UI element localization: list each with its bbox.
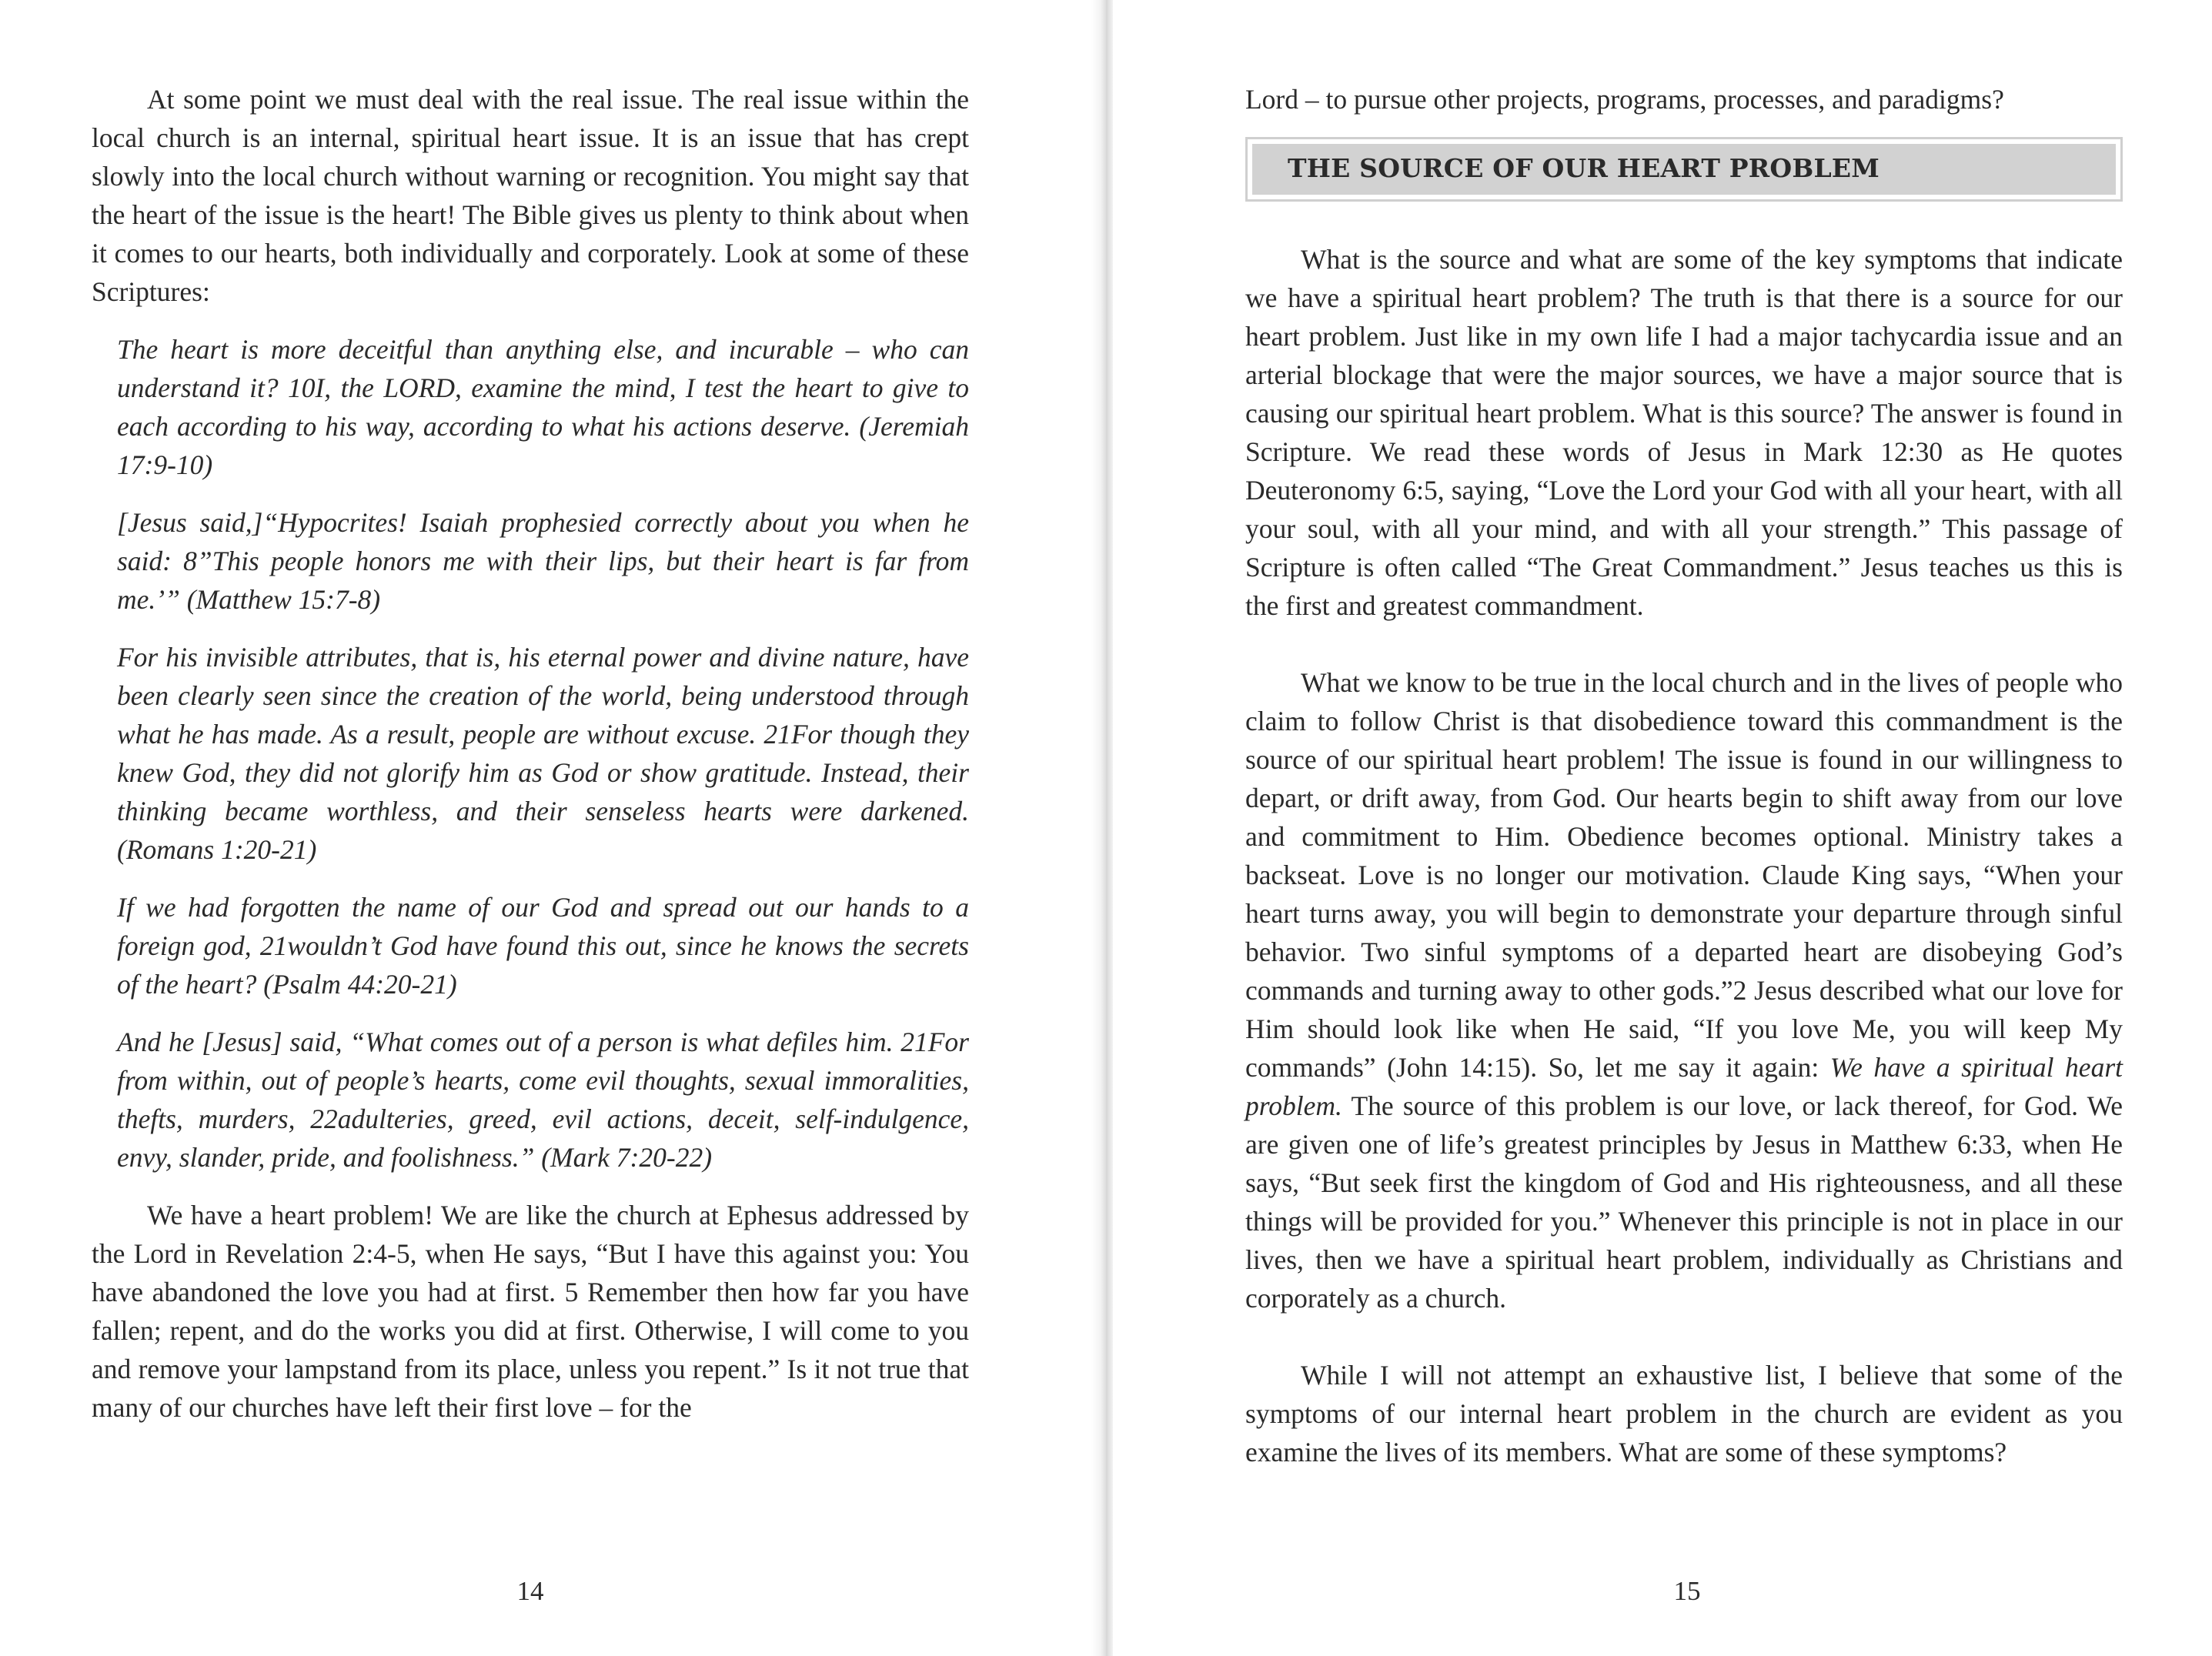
section-heading: THE SOURCE OF OUR HEART PROBLEM	[1252, 144, 2116, 195]
body-paragraph-source: What is the source and what are some of the key symptoms that indicate we have a spiritual heart problem? The truth is that there is a source for our heart problem. Just like in my own life I had a major tachycardia issue and an arterial blockage that were the major sources, we have a major source that is causing our spiritual heart problem. What is this source? The answer is found in Scripture. We read these words of Jesus in Mark 12:30 as He quotes Deuteronomy 6:5, saying, “Love the Lord your God with all your heart, with all your soul, with all your mind, and with all your strength.” This passage of Scripture is often called “The Great Commandment.” Jesus teaches us this is the first and greatest commandment.	[1245, 244, 2123, 621]
emphasis-text: We have a spiritual heart problem.	[1245, 1052, 2123, 1121]
paragraph-text: What we know to be true in the local church and in the lives of people who claim to follow Christ is that disobedience toward this commandment is the source of our spiritual heart problem! The issue is found in our willingness to depart, or drift away, from God. Our hearts begin to shift away from our love and commitment to Him. Obedience becomes optional. Ministry takes a backseat. Love is no longer our motivation. Claude King says, “When your heart turns away, you will begin to demonstrate your departure through sinful behavior. Two sinful symptoms of a departed heart are disobeying God’s commands and turning away to other gods.”2 Jesus described what our love for Him should look like when He said, “If you love Me, you will keep My commands” (John 14:15). So, let me say it again:	[1245, 667, 2123, 1083]
page-number: 15	[1673, 1576, 1701, 1606]
page-number: 14	[516, 1576, 544, 1606]
scripture-quote-mark: And he [Jesus] said, “What comes out of a person is what defiles him. 21For from within, out of people’s hearts, come evil thoughts, sexual immoralities, thefts, murders, 22adulteries, greed, evil actions, deceit, self-indulgence, envy, slander, pride, and foolishness.” (Mark 7:20-22)	[117, 1027, 969, 1173]
body-paragraph-disobedience	[1245, 663, 2123, 1317]
left-page-body	[92, 80, 969, 1427]
right-page	[1113, 0, 2212, 1656]
right-page-body	[1245, 80, 2123, 1471]
paragraph-text: The source of this problem is our love, or lack thereof, for God. We are given one of life’s greatest principles by Jesus in Matthew 6:33, when He says, “But seek first the kingdom of God and His righteousness, and all these things will be provided for you.” Whenever this principle is not in place in our lives, then we have a spiritual heart problem, individually as Christians and corporately as a church.	[1245, 1090, 2123, 1314]
scripture-quote-jeremiah: The heart is more deceitful than anything else, and incurable – who can understand it? 10I, the LORD, examine the mind, I test the heart to give to each according to his way, according to what his actions deserve. (Jeremiah 17:9-10)	[117, 334, 969, 480]
continuation-line: Lord – to pursue other projects, programs, processes, and paradigms?	[1245, 84, 2004, 115]
section-heading-box	[1245, 137, 2123, 202]
scripture-quote-psalm: If we had forgotten the name of our God and spread out our hands to a foreign god, 21wouldn’t God have found this out, since he knows the secrets of the heart? (Psalm 44:20-21)	[117, 892, 969, 1000]
left-page	[0, 0, 1101, 1656]
closing-paragraph: We have a heart problem! We are like the church at Ephesus addressed by the Lord in Revelation 2:4-5, when He says, “But I have this against you: You have abandoned the love you had at first. 5 Remember then how far you have fallen; repent, and do the works you did at first. Otherwise, I will come to you and remove your lampstand from its place, unless you repent.” Is it not true that many of our churches have left their first love – for the	[92, 1200, 969, 1423]
scripture-quote-matthew: [Jesus said,]“Hypocrites! Isaiah prophesied correctly about you when he said: 8”This people honors me with their lips, but their heart is far from me.’” (Matthew 15:7-8)	[117, 507, 969, 615]
intro-paragraph: At some point we must deal with the real issue. The real issue within the local church is an internal, spiritual heart issue. It is an issue that has crept slowly into the local church without warning or recognition. You might say that the heart of the issue is the heart! The Bible gives us plenty to think about when it comes to our hearts, both individually and corporately. Look at some of these Scriptures:	[92, 84, 969, 307]
scripture-quote-romans: For his invisible attributes, that is, his eternal power and divine nature, have been clearly seen since the creation of the world, being understood through what he has made. As a result, people are without excuse. 21For though they knew God, they did not glorify him as God or show gratitude. Instead, their thinking became worthless, and their senseless hearts were darkened. (Romans 1:20-21)	[117, 642, 969, 865]
body-paragraph-symptoms: While I will not attempt an exhaustive list, I believe that some of the symptoms of our internal heart problem in the church are evident as you examine the lives of its members. What are some of these symptoms?	[1245, 1360, 2123, 1467]
